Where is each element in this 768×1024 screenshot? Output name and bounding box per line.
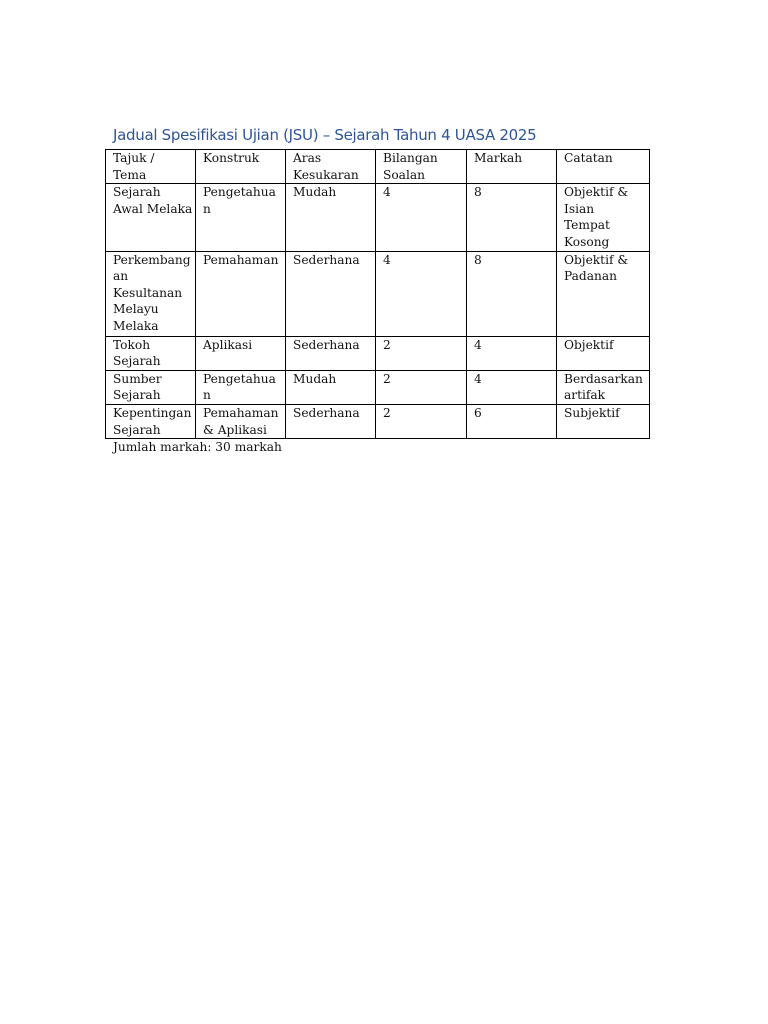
- table-cell-markah: [467, 370, 557, 404]
- table-cell-markah: [467, 336, 557, 370]
- cell-text-line: Sejarah: [113, 185, 161, 200]
- cell-text-line: Kosong: [564, 234, 610, 249]
- table-cell-bilangan: [376, 184, 467, 251]
- jsu-table: [105, 149, 650, 439]
- cell-text-line: Subjektif: [564, 405, 620, 420]
- header-cell-tajuk: [106, 150, 196, 184]
- table-cell-bilangan: [376, 404, 467, 438]
- table-cell-tajuk: [106, 184, 196, 251]
- cell-text-line: Konstruk: [203, 151, 260, 165]
- cell-text-line: an: [113, 269, 129, 284]
- table-cell-konstruk: [196, 251, 286, 336]
- table-cell-konstruk: [196, 336, 286, 370]
- cell-text-line: Sumber: [113, 371, 162, 386]
- table-row: [106, 336, 650, 370]
- cell-text-line: Mudah: [293, 371, 337, 386]
- table-cell-tajuk: [106, 251, 196, 336]
- cell-text-line: Bilangan: [383, 151, 438, 165]
- cell-text-line: 8: [474, 185, 482, 200]
- table-cell-aras: [286, 370, 376, 404]
- cell-text-line: Sejarah: [113, 388, 161, 403]
- cell-text-line: & Aplikasi: [203, 422, 267, 437]
- cell-text-line: Markah: [474, 151, 523, 165]
- cell-text-line: Isian: [564, 201, 595, 216]
- table-header-row: [106, 150, 650, 184]
- cell-text-line: Melayu: [113, 302, 159, 317]
- table-row: [106, 184, 650, 251]
- cell-text-line: Kesukaran: [293, 167, 359, 182]
- cell-text-line: Melaka: [113, 318, 159, 333]
- cell-text-line: Berdasarkan: [564, 371, 643, 386]
- cell-text-line: Objektif &: [564, 252, 629, 267]
- cell-text-line: 4: [474, 337, 482, 352]
- table-cell-bilangan: [376, 251, 467, 336]
- table-cell-tajuk: [106, 336, 196, 370]
- table-cell-catatan: [557, 404, 650, 438]
- cell-text-line: Mudah: [293, 185, 337, 200]
- cell-text-line: 6: [474, 405, 482, 420]
- cell-text-line: Sejarah: [113, 422, 161, 437]
- table-cell-catatan: [557, 370, 650, 404]
- cell-text-line: Sejarah: [113, 354, 161, 369]
- cell-text-line: Tokoh: [113, 337, 151, 352]
- table-cell-bilangan: [376, 370, 467, 404]
- cell-text-line: Objektif: [564, 337, 614, 352]
- table-cell-konstruk: [196, 370, 286, 404]
- cell-text-line: 2: [383, 405, 391, 420]
- cell-text-line: Pemahaman: [203, 252, 279, 267]
- cell-text-line: Tajuk /: [113, 151, 155, 165]
- table-cell-markah: [467, 184, 557, 251]
- cell-text-line: Soalan: [383, 167, 425, 182]
- total-marks: Jumlah markah: 30 markah: [113, 440, 282, 455]
- cell-text-line: Awal Melaka: [113, 201, 193, 216]
- table-cell-aras: [286, 184, 376, 251]
- cell-text-line: Kepentingan: [113, 405, 192, 420]
- header-cell-bilangan: [376, 150, 467, 184]
- table-cell-aras: [286, 404, 376, 438]
- cell-text-line: 2: [383, 337, 391, 352]
- cell-text-line: Pengetahua: [203, 185, 276, 200]
- cell-text-line: Aras: [293, 151, 322, 165]
- cell-text-line: 4: [383, 185, 391, 200]
- cell-text-line: Padanan: [564, 269, 617, 284]
- cell-text-line: 4: [383, 252, 391, 267]
- table-row: [106, 370, 650, 404]
- cell-text-line: Pemahaman: [203, 405, 279, 420]
- table-cell-catatan: [557, 184, 650, 251]
- cell-text-line: n: [203, 201, 211, 216]
- cell-text-line: Sederhana: [293, 337, 360, 352]
- cell-text-line: Objektif &: [564, 185, 629, 200]
- table-cell-tajuk: [106, 404, 196, 438]
- table-cell-markah: [467, 251, 557, 336]
- cell-text-line: Perkembang: [113, 252, 191, 267]
- cell-text-line: 8: [474, 252, 482, 267]
- table-cell-konstruk: [196, 184, 286, 251]
- cell-text-line: Sederhana: [293, 252, 360, 267]
- cell-text-line: Tema: [113, 167, 147, 182]
- table-cell-bilangan: [376, 336, 467, 370]
- table-cell-catatan: [557, 336, 650, 370]
- table-row: [106, 251, 650, 336]
- cell-text-line: Kesultanan: [113, 285, 183, 300]
- document-title: Jadual Spesifikasi Ujian (JSU) – Sejarah Tahun 4 UASA 2025: [113, 126, 537, 144]
- table-cell-catatan: [557, 251, 650, 336]
- table-cell-konstruk: [196, 404, 286, 438]
- cell-text-line: Aplikasi: [203, 337, 253, 352]
- cell-text-line: Tempat: [564, 218, 610, 233]
- header-cell-konstruk: [196, 150, 286, 184]
- table-cell-aras: [286, 251, 376, 336]
- cell-text-line: Catatan: [564, 151, 613, 165]
- cell-text-line: Pengetahua: [203, 371, 276, 386]
- jsu-table-body: [106, 150, 650, 439]
- cell-text-line: 4: [474, 371, 482, 386]
- header-cell-markah: [467, 150, 557, 184]
- table-cell-tajuk: [106, 370, 196, 404]
- header-cell-catatan: [557, 150, 650, 184]
- table-cell-aras: [286, 336, 376, 370]
- cell-text-line: n: [203, 388, 211, 403]
- table-row: [106, 404, 650, 438]
- cell-text-line: artifak: [564, 388, 606, 403]
- cell-text-line: 2: [383, 371, 391, 386]
- header-cell-aras: [286, 150, 376, 184]
- table-cell-markah: [467, 404, 557, 438]
- document-page: [105, 124, 650, 456]
- cell-text-line: Sederhana: [293, 405, 360, 420]
